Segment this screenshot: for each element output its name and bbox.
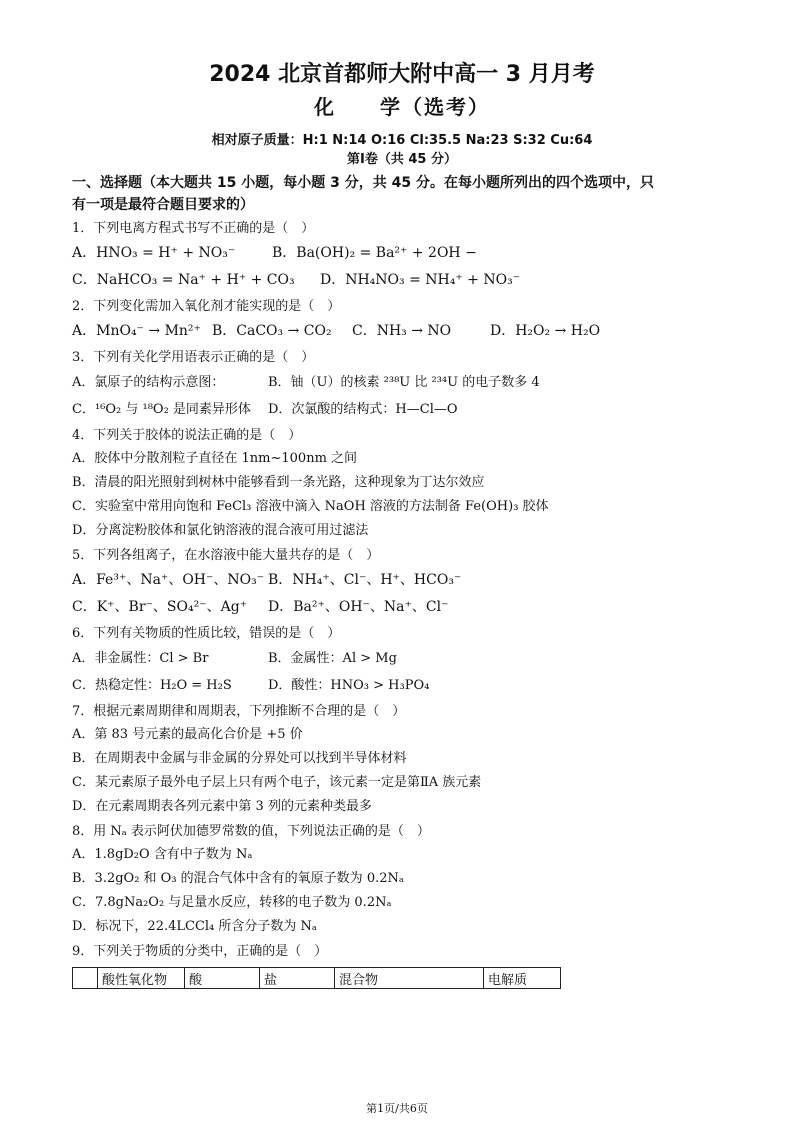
q7-option-a: A．第 83 号元素的最高化合价是 +5 价 xyxy=(72,727,303,742)
q5-option-c: C．K⁺、Br⁻、SO₄²⁻、Ag⁺ xyxy=(72,599,248,615)
q8-option-d: D．标况下，22.4LCCl₄ 所含分子数为 Nₐ xyxy=(72,919,317,934)
q4-option-c: C．实验室中常用向饱和 FeCl₃ 溶液中滴入 NaOH 溶液的方法制备 Fe(OH)₃ 胶体 xyxy=(72,499,549,514)
section-heading xyxy=(72,172,732,216)
q5-option-a: A．Fe³⁺、Na⁺、OH⁻、NO₃⁻ xyxy=(72,572,265,588)
question-3-stem: 3．下列有关化学用语表示正确的是（ ） xyxy=(72,350,315,365)
question-4-stem: 4．下列关于胶体的说法正确的是（ ） xyxy=(72,428,302,443)
q2-option-b: B．CaCO₃ → CO₂ xyxy=(212,323,332,339)
question-3-options-row2 xyxy=(72,396,732,423)
question-1-options-row1 xyxy=(72,240,732,267)
q6-option-d: D．酸性：HNO₃ > H₃PO₄ xyxy=(268,678,430,693)
q8-option-b: B．3.2gO₂ 和 O₃ 的混合气体中含有的氧原子数为 0.2Nₐ xyxy=(72,871,404,886)
volume-heading: 第Ⅰ卷（共 45 分） xyxy=(347,152,457,167)
question-7-stem: 7．根据元素周期律和周期表，下列推断不合理的是（ ） xyxy=(72,704,406,719)
question-2-options xyxy=(72,318,732,345)
table-header-row xyxy=(73,968,561,989)
table-header-cell: 盐 xyxy=(260,968,335,989)
table-header-cell: 酸 xyxy=(185,968,260,989)
q3-option-d: D．次氯酸的结构式：H—Cl—O xyxy=(268,402,458,417)
question-6-options-row2 xyxy=(72,672,732,699)
q7-option-c: C．某元素原子最外电子层上只有两个电子，该元素一定是第ⅡA 族元素 xyxy=(72,775,482,790)
q5-option-d: D．Ba²⁺、OH⁻、Na⁺、Cl⁻ xyxy=(268,599,449,615)
q3-option-c: C．¹⁶O₂ 与 ¹⁸O₂ 是同素异形体 xyxy=(72,402,251,417)
question-6-stem: 6．下列有关物质的性质比较，错误的是（ ） xyxy=(72,626,341,641)
q7-option-d: D．在元素周期表各列元素中第 3 列的元素种类最多 xyxy=(72,799,372,814)
q1-option-c: C．NaHCO₃ = Na⁺ + H⁺ + CO₃ xyxy=(72,272,295,288)
q6-option-a: A．非金属性：Cl > Br xyxy=(72,651,209,666)
q1-option-b: B．Ba(OH)₂ = Ba²⁺ + 2OH − xyxy=(272,245,477,261)
atomic-masses: 相对原子质量：H:1 N:14 O:16 Cl:35.5 Na:23 S:32 Cu:64 xyxy=(211,133,593,148)
question-5-options-row2 xyxy=(72,594,732,621)
exam-subject: 化 学（选考） xyxy=(314,95,490,119)
q7-option-b: B．在周期表中金属与非金属的分界处可以找到半导体材料 xyxy=(72,751,407,766)
section-heading-line1: 一、选择题（本大题共 15 小题，每小题 3 分，共 45 分。在每小题所列出的四个选项中，只 xyxy=(72,175,654,191)
q4-option-b: B．清晨的阳光照射到树林中能够看到一条光路，这种现象为丁达尔效应 xyxy=(72,475,485,490)
q6-option-c: C．热稳定性：H₂O = H₂S xyxy=(72,678,232,693)
question-5-options-row1 xyxy=(72,567,732,594)
table-header-cell: 酸性氧化物 xyxy=(98,968,185,989)
q8-option-a: A．1.8gD₂O 含有中子数为 Nₐ xyxy=(72,847,253,862)
question-1-stem: 1．下列电离方程式书写不正确的是（ ） xyxy=(72,221,315,236)
q4-option-a: A．胶体中分散剂粒子直径在 1nm~100nm 之间 xyxy=(72,451,358,466)
q2-option-d: D．H₂O₂ → H₂O xyxy=(490,323,601,339)
q3-option-b: B．铀（U）的核素 ²³⁸U 比 ²³⁴U 的电子数多 4 xyxy=(268,375,540,390)
q2-option-a: A．MnO₄⁻ → Mn²⁺ xyxy=(72,323,201,339)
exam-page xyxy=(72,60,732,989)
q1-option-a: A．HNO₃ = H⁺ + NO₃⁻ xyxy=(72,245,236,261)
question-1-options-row2 xyxy=(72,267,732,294)
table-header-cell: 电解质 xyxy=(484,968,561,989)
classification-table xyxy=(72,967,561,989)
question-6-options-row1 xyxy=(72,645,732,672)
question-3-options-row1 xyxy=(72,369,732,396)
page-footer: 第1页/共6页 xyxy=(366,1102,428,1115)
question-9-stem: 9．下列关于物质的分类中，正确的是（ ） xyxy=(72,944,328,959)
q4-option-d: D．分离淀粉胶体和氯化钠溶液的混合液可用过滤法 xyxy=(72,523,369,538)
q6-option-b: B．金属性：Al > Mg xyxy=(268,651,397,666)
exam-title: 2024 北京首都师大附中高一 3 月月考 xyxy=(209,62,595,87)
section-heading-line2: 有一项是最符合题目要求的） xyxy=(72,197,254,213)
q2-option-c: C．NH₃ → NO xyxy=(352,323,452,339)
question-2-stem: 2．下列变化需加入氧化剂才能实现的是（ ） xyxy=(72,299,341,314)
table-header-cell xyxy=(73,968,98,989)
question-8-stem: 8．用 Nₐ 表示阿伏加德罗常数的值，下列说法正确的是（ ） xyxy=(72,824,430,839)
q8-option-c: C．7.8gNa₂O₂ 与足量水反应，转移的电子数为 0.2Nₐ xyxy=(72,895,392,910)
q5-option-b: B．NH₄⁺、Cl⁻、H⁺、HCO₃⁻ xyxy=(268,572,462,588)
q1-option-d: D．NH₄NO₃ = NH₄⁺ + NO₃⁻ xyxy=(320,272,521,288)
table-header-cell: 混合物 xyxy=(335,968,484,989)
question-5-stem: 5．下列各组离子，在水溶液中能大量共存的是（ ） xyxy=(72,548,380,563)
q3-option-a: A．氯原子的结构示意图： xyxy=(72,375,225,390)
